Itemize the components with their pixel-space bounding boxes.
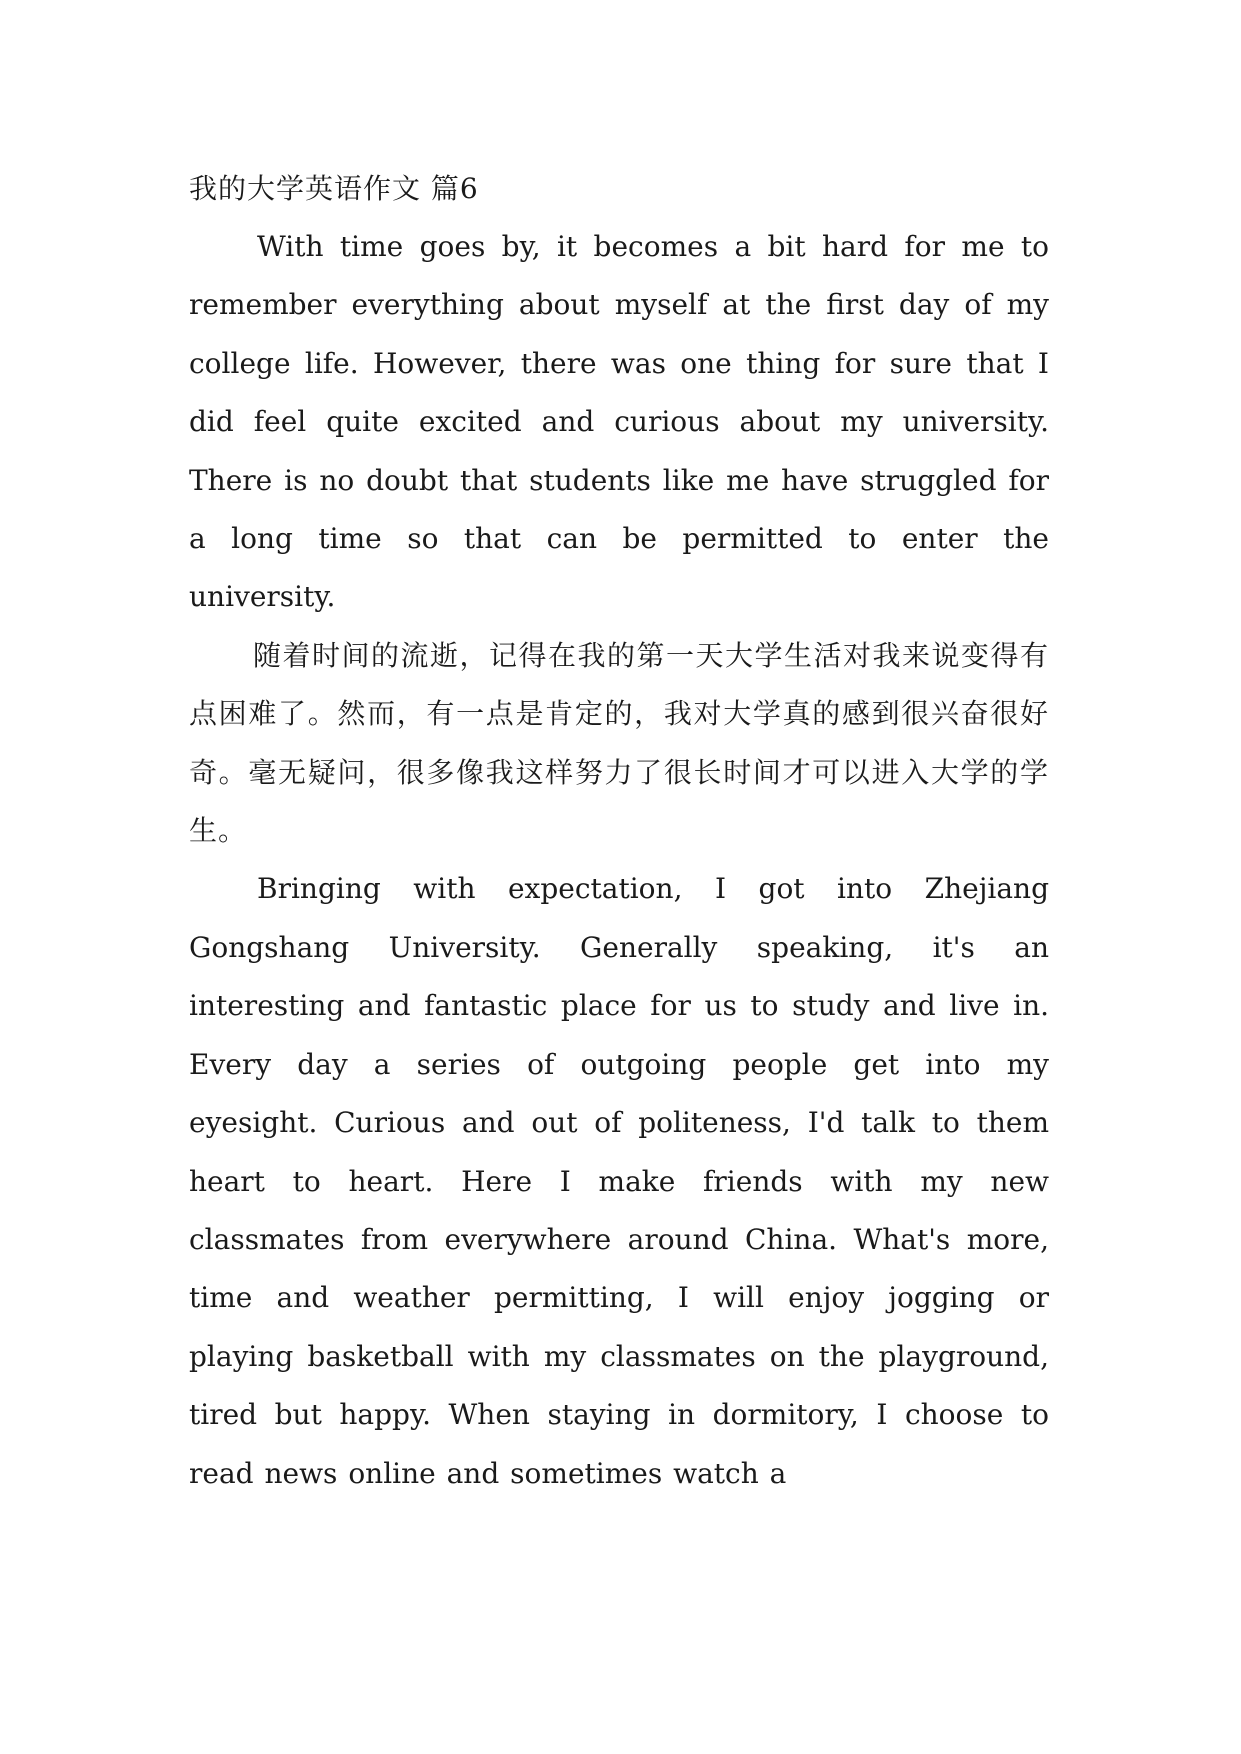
- paragraph-english-1: With time goes by, it becomes a bit hard for me to remember everything about myself at the first day of my college life. However, there was one thing for sure that I did feel quite excited and curious about my university. There is no doubt that students like me have struggled for a long time so that can be permitted to enter the university.: [189, 230, 1049, 614]
- document-heading: 我的大学英语作文 篇6: [189, 172, 479, 205]
- paragraph-chinese-1: 随着时间的流逝，记得在我的第一天大学生活对我来说变得有点困难了。然而，有一点是肯定的，我对大学真的感到很兴奋很好奇。毫无疑问，很多像我这样努力了很长时间才可以进入大学的学生。: [189, 638, 1049, 848]
- paragraph-english-2: Bringing with expectation, I got into Zhejiang Gongshang University. Generally speaking, it's an interesting and fantastic place for us to study and live in. Every day a series of outgoing people get into my eyesight. Curious and out of politeness, I'd talk to them heart to heart. Here I make friends with my new classmates from everywhere around China. What's more, time and weather permitting, I will enjoy jogging or playing basketball with my classmates on the playground, tired but happy. When staying in dormitory, I choose to read news online and sometimes watch a: [189, 872, 1049, 1490]
- document-page: [189, 160, 1049, 1503]
